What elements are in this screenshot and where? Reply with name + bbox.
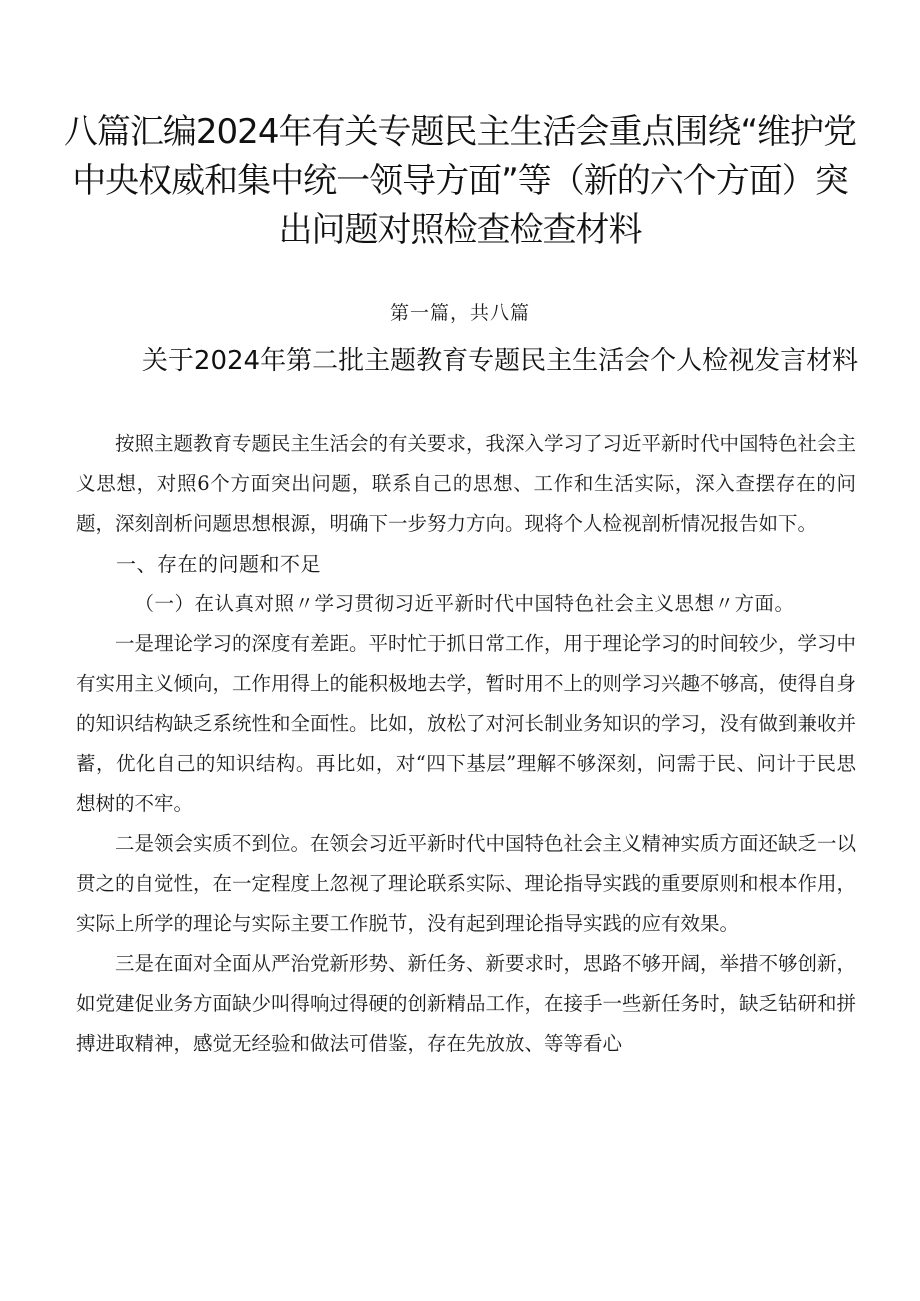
part-label: 第一篇，共八篇 xyxy=(389,302,530,324)
document-body xyxy=(76,424,856,1064)
section-heading: 一、存在的问题和不足 xyxy=(116,552,321,576)
document-title: 八篇汇编2024年有关专题民主生活会重点围绕“维护党中央权威和集中统一领导方面”等（新的六个方面）突出问题对照检查检查材料 xyxy=(63,112,857,250)
body-paragraph: 一是理论学习的深度有差距。平时忙于抓日常工作，用于理论学习的时间较少，学习中有实用主义倾向，工作用得上的能积极地去学，暂时用不上的则学习兴趣不够高，使得自身的知识结构缺乏系统性和全面性。比如，放松了对河长制业务知识的学习，没有做到兼收并蓄，优化自己的知识结构。再比如，对“四下基层”理解不够深刻，问需于民、问计于民思想树的不牢。 xyxy=(76,632,857,815)
intro-paragraph: 按照主题教育专题民主生活会的有关要求，我深入学习了习近平新时代中国特色社会主义思想，对照6个方面突出问题，联系自己的思想、工作和生活实际，深入查摆存在的问题，深刻剖析问题思想根源，明确下一步努力方向。现将个人检视剖析情况报告如下。 xyxy=(76,432,857,535)
speech-title: 关于2024年第二批主题教育专题民主生活会个人检视发言材料 xyxy=(141,346,859,376)
body-paragraph: 三是在面对全面从严治党新形势、新任务、新要求时，思路不够开阔，举措不够创新，如党建促业务方面缺少叫得响过得硬的创新精品工作，在接手一些新任务时，缺乏钻研和拼搏进取精神，感觉无经验和做法可借鉴，存在先放放、等等看心 xyxy=(76,952,857,1055)
body-paragraph: 二是领会实质不到位。在领会习近平新时代中国特色社会主义精神实质方面还缺乏一以贯之的自觉性，在一定程度上忽视了理论联系实际、理论指导实践的重要原则和根本作用，实际上所学的理论与实际主要工作脱节，没有起到理论指导实践的应有效果。 xyxy=(76,832,857,935)
sub-heading: （一）在认真对照〃学习贯彻习近平新时代中国特色社会主义思想〃方面。 xyxy=(134,592,795,615)
